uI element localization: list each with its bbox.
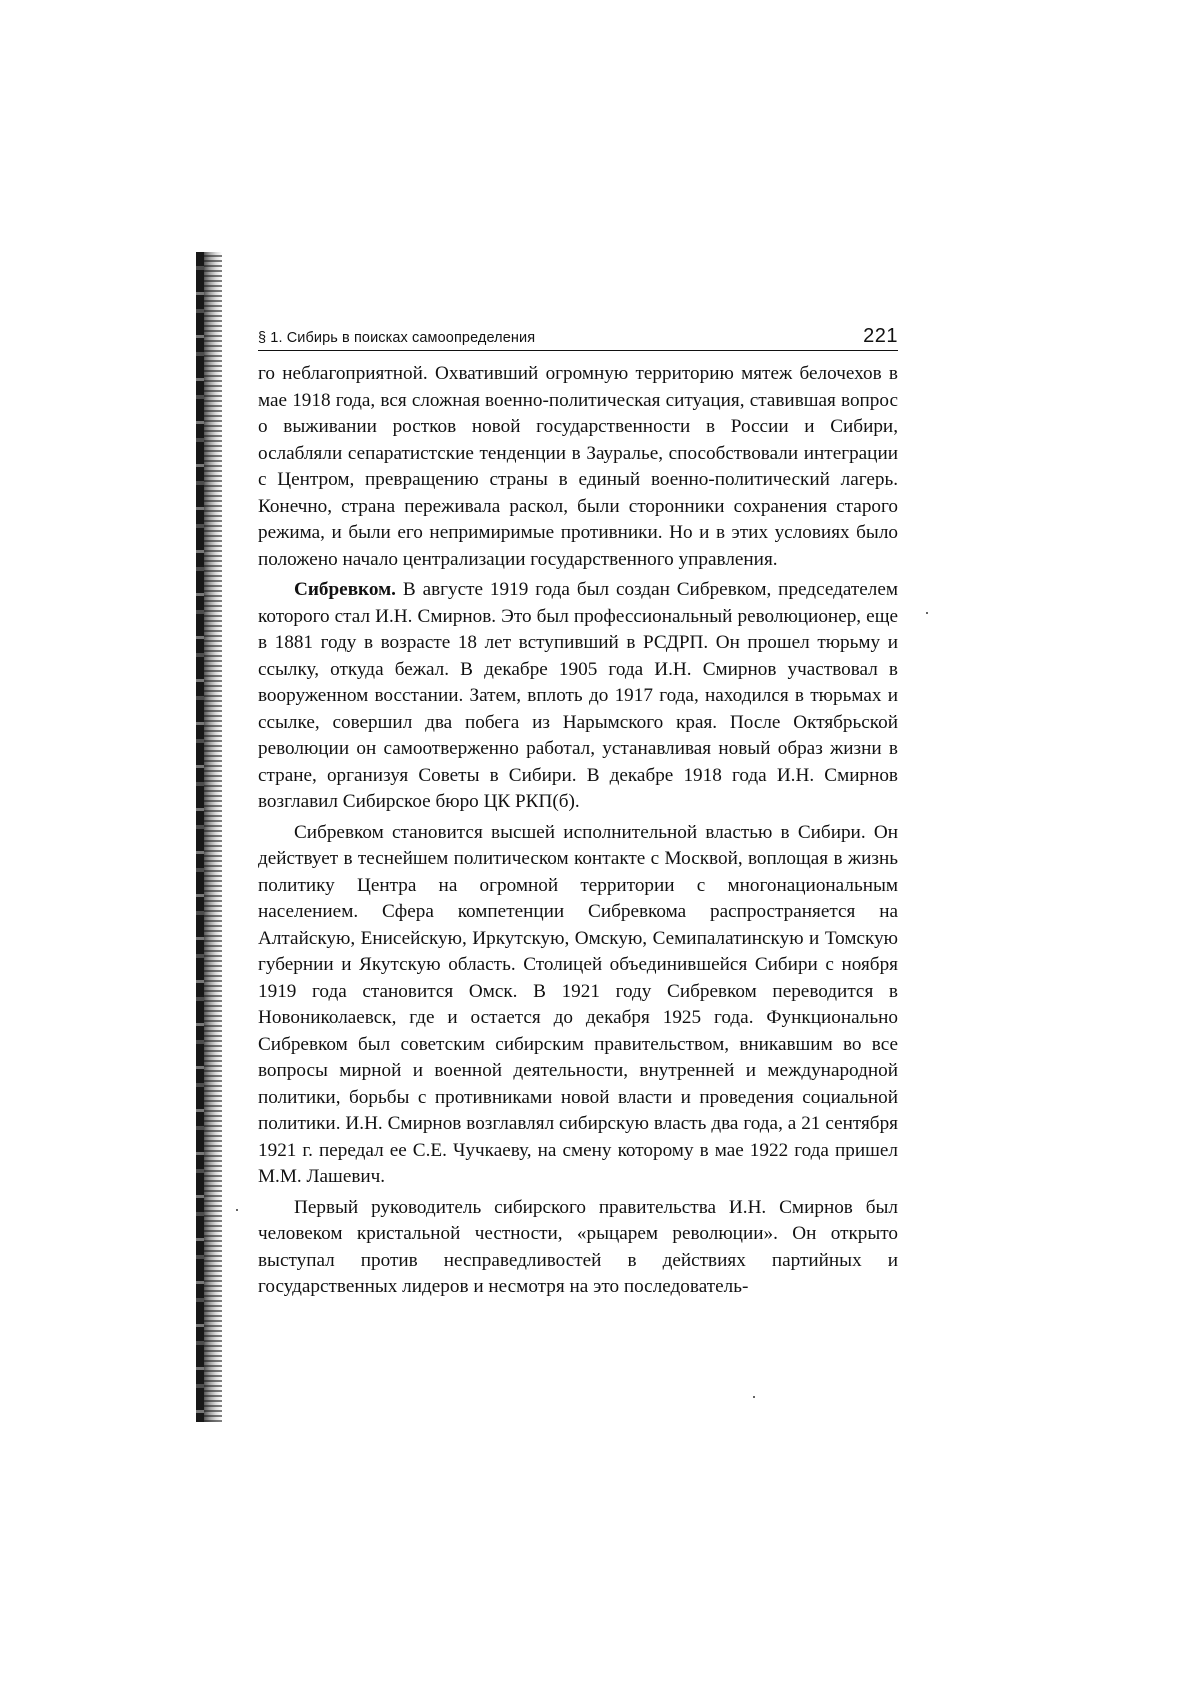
paragraph-continuation [258,361,898,573]
paragraph-text: В августе 1919 года был создан Сибревком, председателем которого стал И.Н. Смирнов. Это был профессиональный революционер, еще в 1881 году в возрасте 18 лет вступивший в РСДРП. Он прошел тюрьму и ссылку, откуда бежал. В декабре 1905 года И.Н. Смирнов участвовал в вооруженном восстании. Затем, вплоть до 1917 года, находился в тюрьмах и ссылке, совершил два побега из Нарымского края. После Октябрьской революции он самоотверженно работал, устанавливая новый образ жизни в стране, организуя Советы в Сибири. В декабре 1918 года И.Н. Смирнов возглавил Сибирское бюро ЦК РКП(б). [258,579,898,812]
body-text [258,361,898,1301]
scan-speck [236,1209,238,1211]
page-number: 221 [863,325,898,347]
paragraph-authority [258,820,898,1191]
running-head [258,318,898,351]
paragraph-smirnov [258,1195,898,1301]
scan-binding-shadow [196,252,222,1422]
paragraph-text: Сибревком становится высшей исполнительной властью в Сибири. Он действует в теснейшем политическом контакте с Москвой, воплощая в жизнь политику Центра на огромной территории с многонациональным населением. Сфера компетенции Сибревкома распространяется на Алтайскую, Енисейскую, Иркутскую, Омскую, Семипалатинскую и Томскую губернии и Якутскую область. Столицей объединившейся Сибири с ноября 1919 года становится Омск. В 1921 году Сибревком переводится в Новониколаевск, где и остается до декабря 1925 года. Функционально Сибревком был советским сибирским правительством, вникавшим во все вопросы мирной и военной деятельности, внутренней и международной политики, борьбы с противниками новой власти и проведения социальной политики. И.Н. Смирнов возглавлял сибирскую власть два года, а 21 сентября 1921 г. передал ее С.Е. Чучкаеву, на смену которому в мае 1922 года пришел М.М. Лашевич. [258,821,898,1187]
scan-speck [926,612,928,614]
paragraph-text: Первый руководитель сибирского правительства И.Н. Смирнов был человеком кристальной честности, «рыцарем революции». Он открыто выступал против несправедливостей в действиях партийных и государственных лидеров и несмотря на это последователь- [258,1196,898,1297]
running-title: § 1. Сибирь в поисках самоопределения [258,330,536,346]
run-in-heading: Сибревком. [294,579,396,600]
paragraph-text: го неблагоприятной. Охвативший огромную территорию мятеж белочехов в мае 1918 года, вся сложная военно-политическая ситуация, ставившая вопрос о выживании ростков новой государственности в России и Сибири, ослабляли сепаратистские тенденции в Зауралье, способствовали интеграции с Центром, превращению страны в единый военно-политический лагерь. Конечно, страна переживала раскол, были сторонники сохранения старого режима, и были его непримиримые противники. Но и в этих условиях было положено начало централизации государственного управления. [258,363,898,570]
book-page [258,318,898,1301]
scan-speck [753,1396,755,1398]
paragraph-sibrevkom [258,577,898,816]
